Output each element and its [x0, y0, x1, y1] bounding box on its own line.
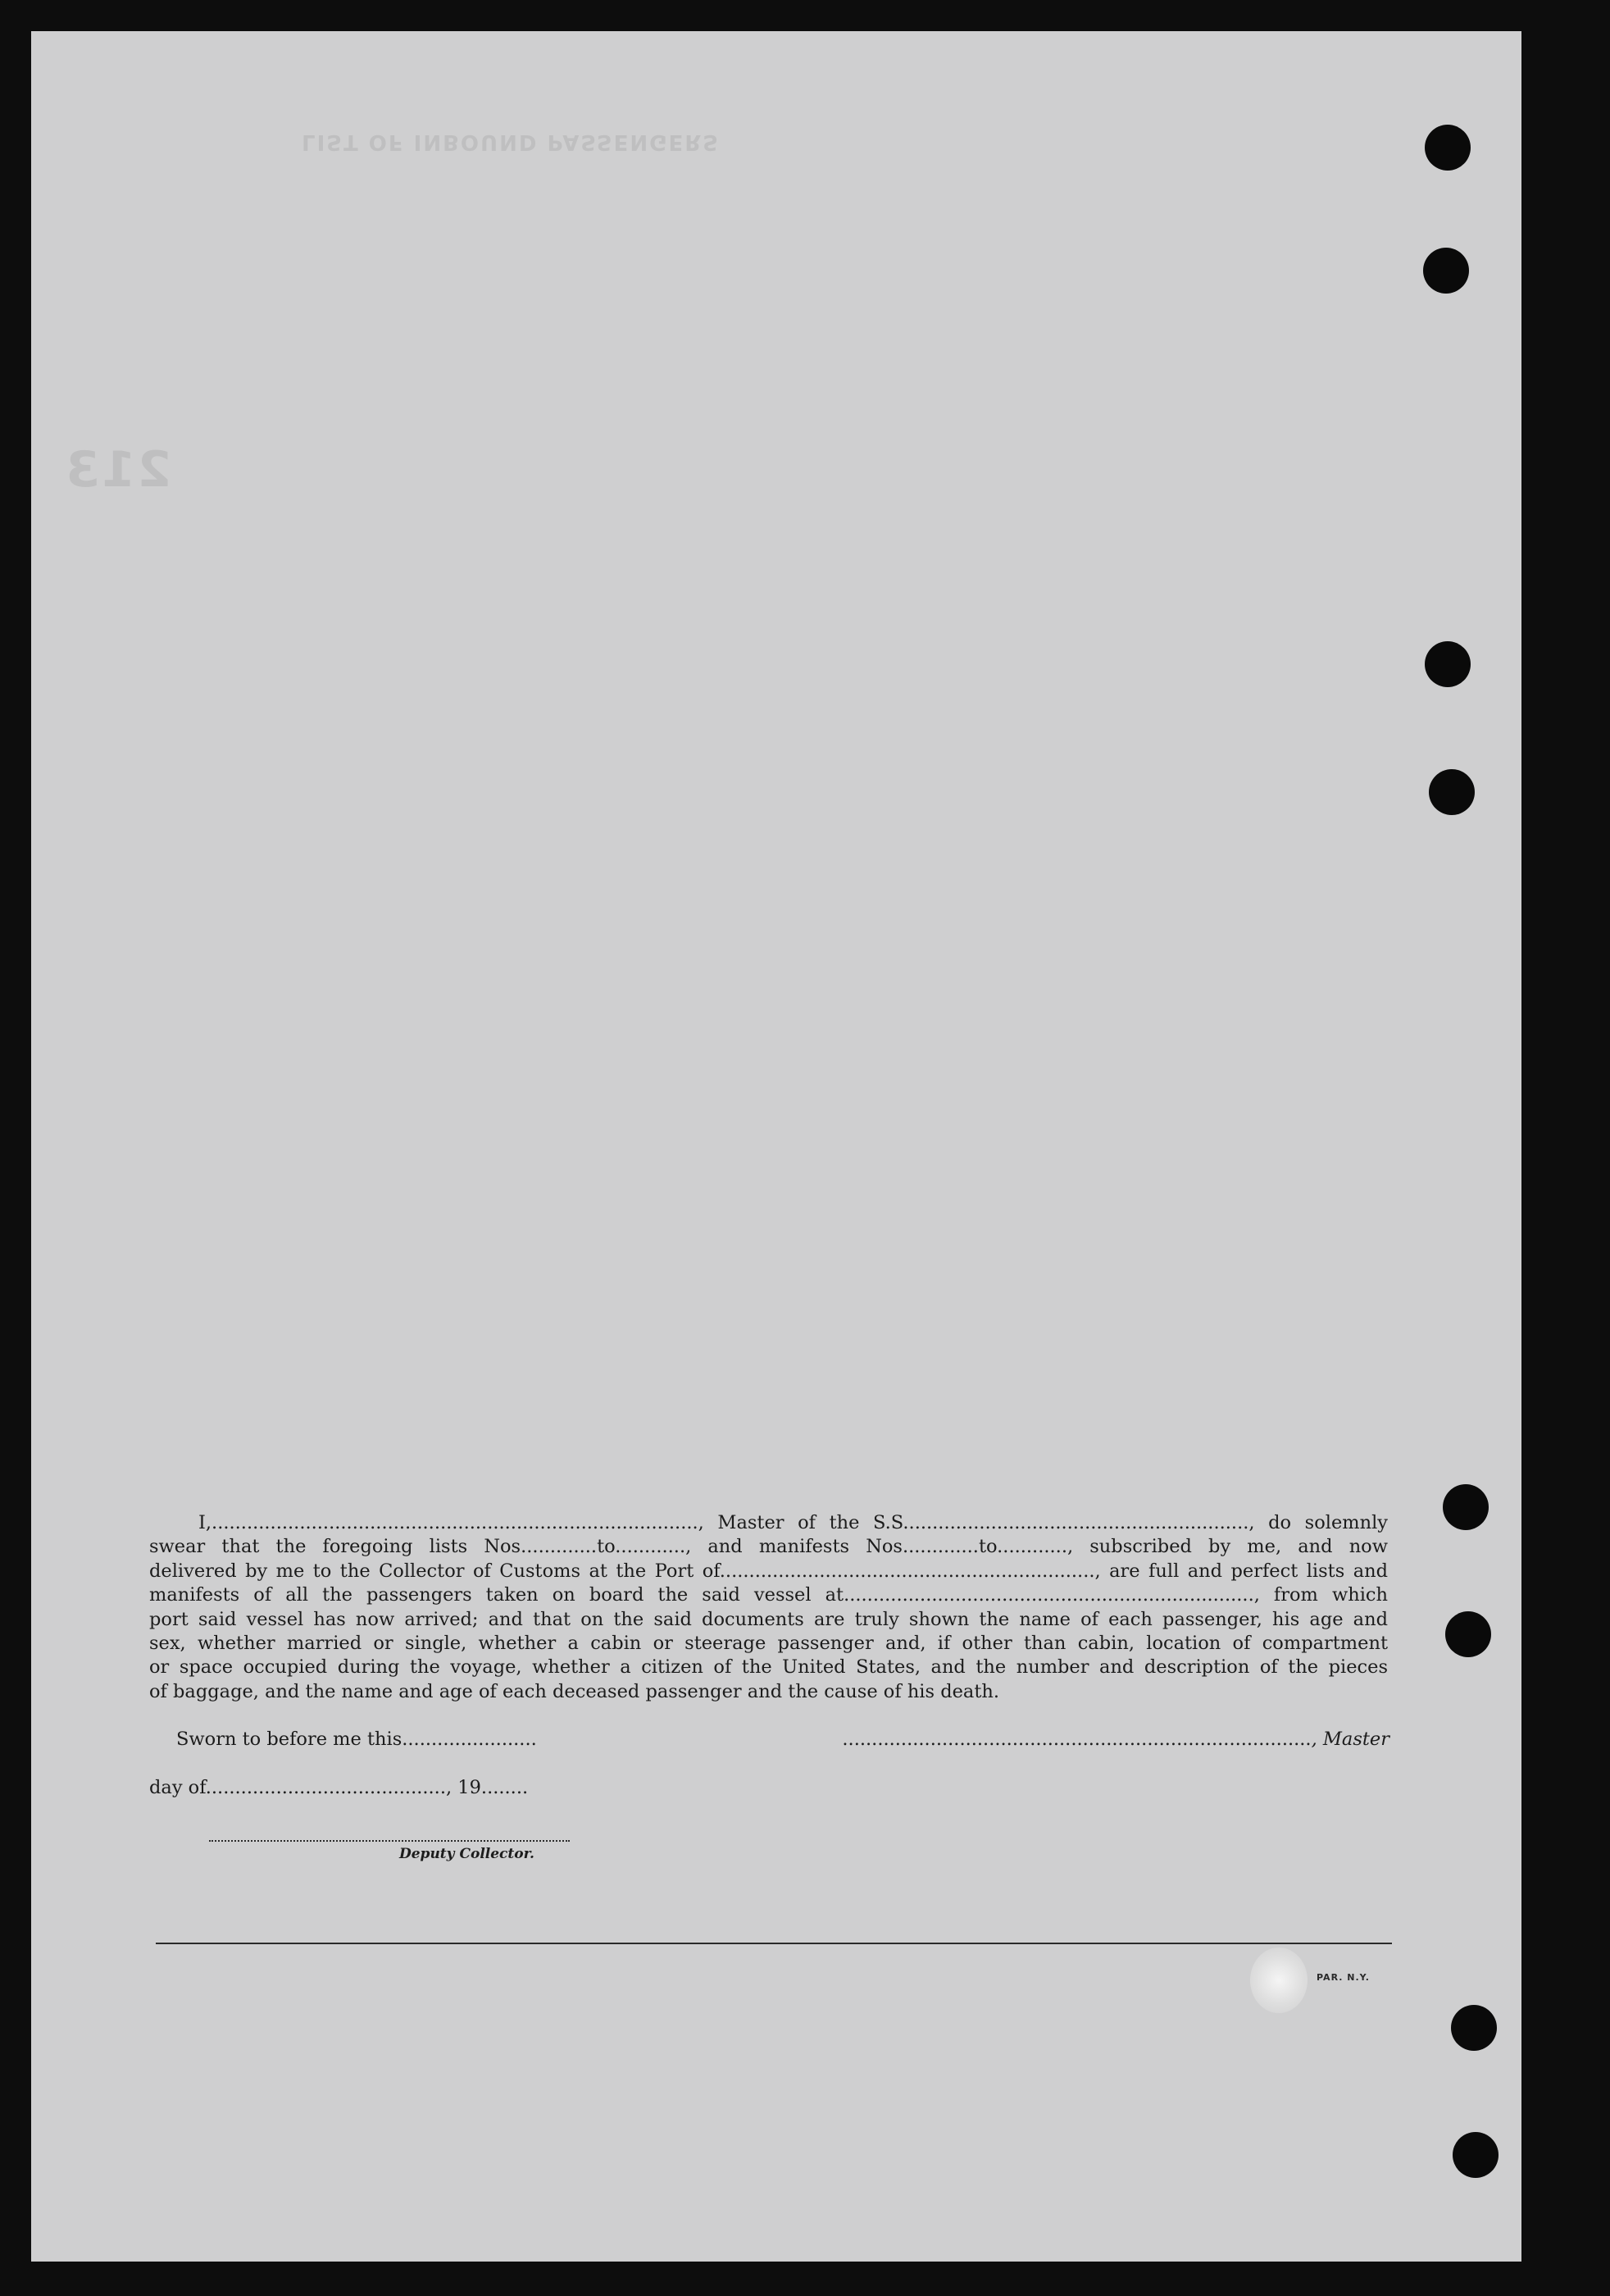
deputy-collector-label: Deputy Collector.	[399, 1846, 534, 1862]
punch-hole-7	[1451, 2005, 1497, 2051]
punch-hole-5	[1443, 1484, 1489, 1530]
oath-line-4: manifests of all the passengers taken on board the said vessel at......................................................................, from which	[149, 1584, 1388, 1606]
document-page	[31, 31, 1521, 2262]
oath-line-5: port said vessel has now arrived; and that on the said documents are truly shown the name of each passenger, his age and	[149, 1608, 1388, 1630]
oath-line-2: swear that the foregoing lists Nos.............to............, and manifests Nos.............to............, subscribed by me, and now	[149, 1536, 1388, 1558]
punch-hole-4	[1429, 769, 1475, 815]
oath-paragraph	[149, 1511, 1388, 1704]
oath-line-7: or space occupied during the voyage, whether a citizen of the United States, and the number and description of the pieces	[149, 1656, 1388, 1679]
deputy-signature-line	[209, 1840, 570, 1842]
punch-hole-1	[1425, 125, 1471, 171]
oath-line-3: delivered by me to the Collector of Customs at the Port of................................................................, are full and perfect lists and	[149, 1560, 1388, 1582]
punch-hole-8	[1453, 2132, 1499, 2178]
footer-code: PAR. N.Y.	[1317, 1972, 1370, 1983]
scan-glare	[1250, 1947, 1308, 2013]
oath-line-8: of baggage, and the name and age of each deceased passenger and the cause of his death.	[149, 1680, 1000, 1702]
master-signature-line	[842, 1729, 1389, 1750]
sworn-line: Sworn to before me this.......................	[176, 1729, 537, 1750]
oath-line-1: I,..................................................................................., Master of the S.S..........................................................., do solemnly	[198, 1512, 1388, 1533]
master-label: , Master	[1311, 1729, 1389, 1750]
bleed-through-number: 213	[64, 441, 172, 499]
oath-line-6: sex, whether married or single, whether a cabin or steerage passenger and, if other than cabin, location of compartment	[149, 1633, 1388, 1655]
bleed-through-header: LIST OF INBOUND PASSENGERS	[302, 130, 720, 154]
punch-hole-3	[1425, 641, 1471, 687]
master-signature-dots: ................................................................................	[842, 1729, 1312, 1750]
punch-hole-2	[1423, 248, 1469, 294]
day-of-line: day of........................................., 19........	[149, 1777, 529, 1798]
footer-rule	[156, 1943, 1392, 1944]
punch-hole-6	[1445, 1611, 1491, 1657]
